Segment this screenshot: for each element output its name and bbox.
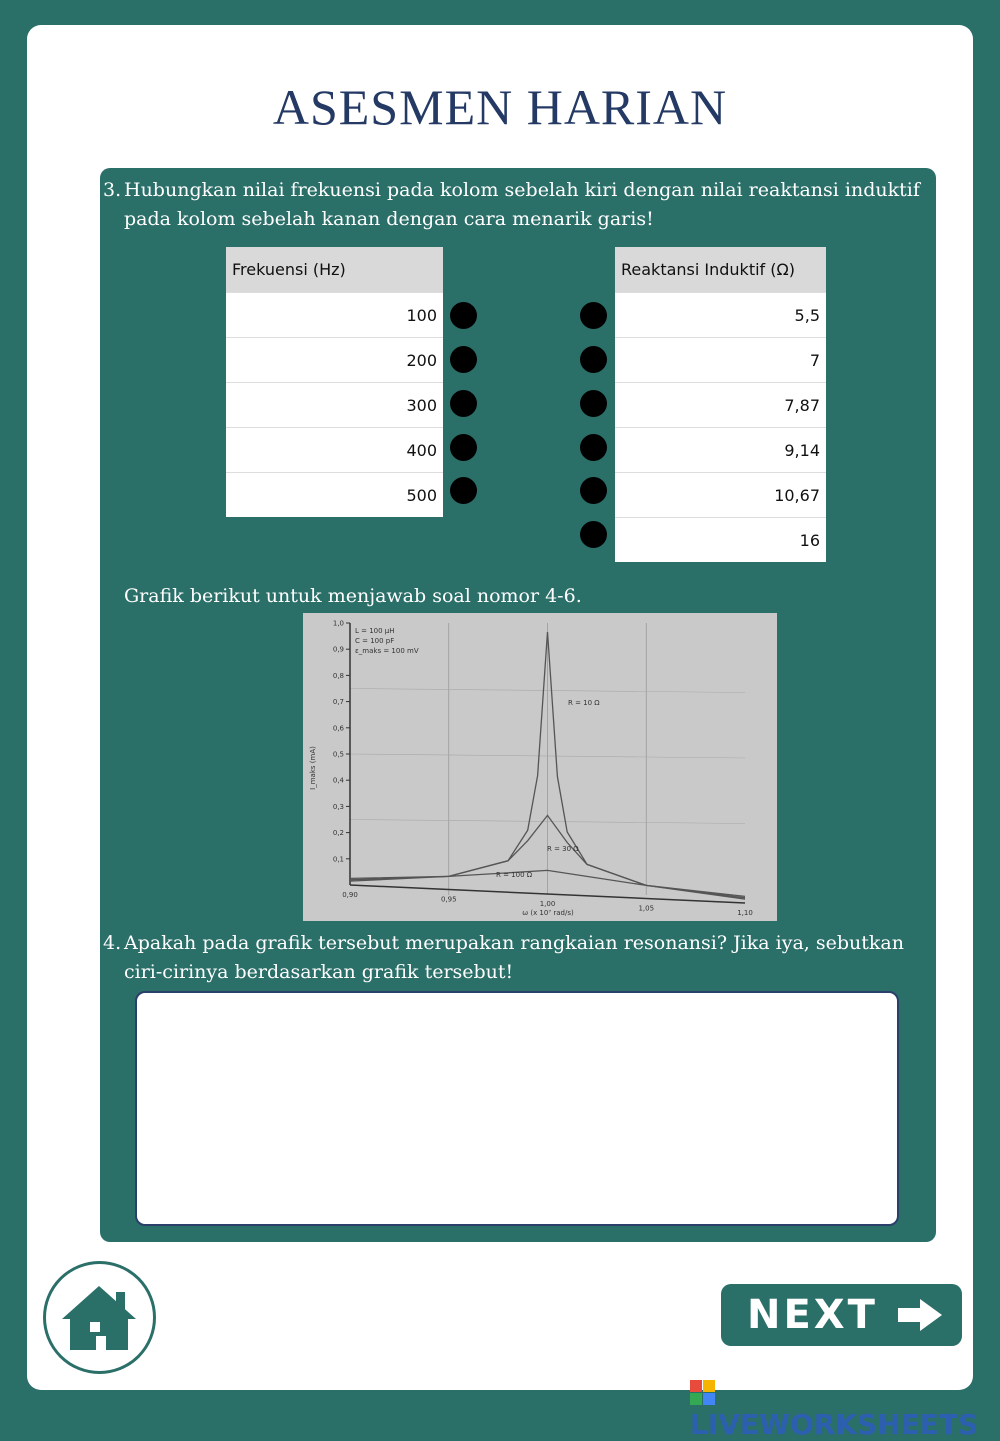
y-tick-label: 0,2 — [332, 829, 344, 838]
right-match-dot[interactable] — [580, 521, 607, 548]
question-3 — [103, 176, 924, 234]
y-tick-label: 0,1 — [332, 855, 344, 864]
right-match-dot[interactable] — [580, 434, 607, 461]
home-button[interactable] — [43, 1261, 156, 1374]
reactance-cell: 10,67 — [615, 472, 826, 517]
reactance-header: Reaktansi Induktif (Ω) — [615, 247, 826, 292]
frequency-cell: 500 — [226, 472, 443, 517]
x-tick-label: 0,90 — [342, 891, 358, 899]
frequency-table — [226, 247, 443, 517]
x-tick-label: 1,00 — [539, 900, 556, 908]
left-match-dot[interactable] — [450, 302, 477, 329]
frequency-cell: 400 — [226, 427, 443, 472]
next-button[interactable] — [721, 1284, 962, 1346]
next-label: NEXT — [747, 1292, 878, 1338]
chart-grid — [350, 623, 745, 895]
y-tick-label: 0,9 — [332, 645, 344, 654]
x-tick-label: 0,95 — [440, 895, 457, 904]
question-3-text-line2: pada kolom sebelah kanan dengan cara menarik garis! — [124, 208, 654, 230]
left-match-dot[interactable] — [450, 434, 477, 461]
right-match-dot[interactable] — [580, 346, 607, 373]
y-tick-label: 0,4 — [332, 776, 344, 785]
y-tick-label: 0,8 — [332, 671, 344, 680]
y-tick-label: 0,3 — [332, 802, 344, 811]
question-4 — [103, 929, 924, 987]
right-match-dot[interactable] — [580, 477, 607, 504]
reactance-cell: 7 — [615, 337, 826, 382]
reactance-cell: 16 — [615, 517, 826, 562]
frequency-cell: 300 — [226, 382, 443, 427]
page-title: ASESMEN HARIAN — [272, 79, 728, 135]
left-match-dot[interactable] — [450, 477, 477, 504]
arrow-right-icon — [896, 1297, 944, 1333]
brand-text: LIVEWORKSHEETS — [690, 1408, 979, 1441]
reactance-table — [615, 247, 826, 562]
resonance-graph — [303, 613, 777, 921]
x-axis-label: ω (x 10⁷ rad/s) — [522, 909, 574, 917]
right-match-dot[interactable] — [580, 302, 607, 329]
y-tick-label: 0,5 — [332, 750, 344, 759]
y-tick-label: 0,7 — [332, 698, 344, 707]
reactance-cell: 7,87 — [615, 382, 826, 427]
question-3-text-line1: Hubungkan nilai frekuensi pada kolom sebelah kiri dengan nilai reaktansi induktif — [124, 179, 920, 201]
resonance-chart — [303, 613, 777, 921]
y-axis-label: I_maks (mA) — [309, 746, 317, 790]
frequency-header: Frekuensi (Hz) — [226, 247, 443, 292]
x-tick-label: 1,05 — [638, 904, 655, 913]
question-4-number: 4. — [103, 932, 122, 954]
question-4-text-line1: Apakah pada grafik tersebut merupakan rangkaian resonansi? Jika iya, sebutkan — [124, 932, 904, 954]
x-tick-label: 1,10 — [737, 909, 753, 917]
series-label: R = 100 Ω — [496, 871, 533, 879]
y-tick-label: 0,6 — [332, 724, 344, 733]
reactance-cell: 9,14 — [615, 427, 826, 472]
home-icon — [46, 1264, 153, 1371]
legend-line: C = 100 pF — [355, 637, 395, 645]
legend-line: ε_maks = 100 mV — [355, 647, 419, 655]
answer-input[interactable] — [135, 991, 899, 1226]
reactance-cell: 5,5 — [615, 292, 826, 337]
liveworksheets-logo — [690, 1375, 1000, 1441]
left-match-dot[interactable] — [450, 346, 477, 373]
frequency-cell: 100 — [226, 292, 443, 337]
graph-intro: Grafik berikut untuk menjawab soal nomor 4-6. — [124, 585, 582, 607]
frequency-cell: 200 — [226, 337, 443, 382]
y-tick-label: 1,0 — [332, 619, 344, 628]
question-3-number: 3. — [103, 179, 122, 201]
series-label: R = 30 Ω — [547, 845, 579, 853]
legend-line: L = 100 µH — [355, 627, 395, 635]
question-4-text-line2: ciri-cirinya berdasarkan grafik tersebut! — [124, 961, 514, 983]
brand-logo-icon — [690, 1380, 716, 1406]
series-label: R = 10 Ω — [568, 699, 600, 707]
right-match-dot[interactable] — [580, 390, 607, 417]
left-match-dot[interactable] — [450, 390, 477, 417]
